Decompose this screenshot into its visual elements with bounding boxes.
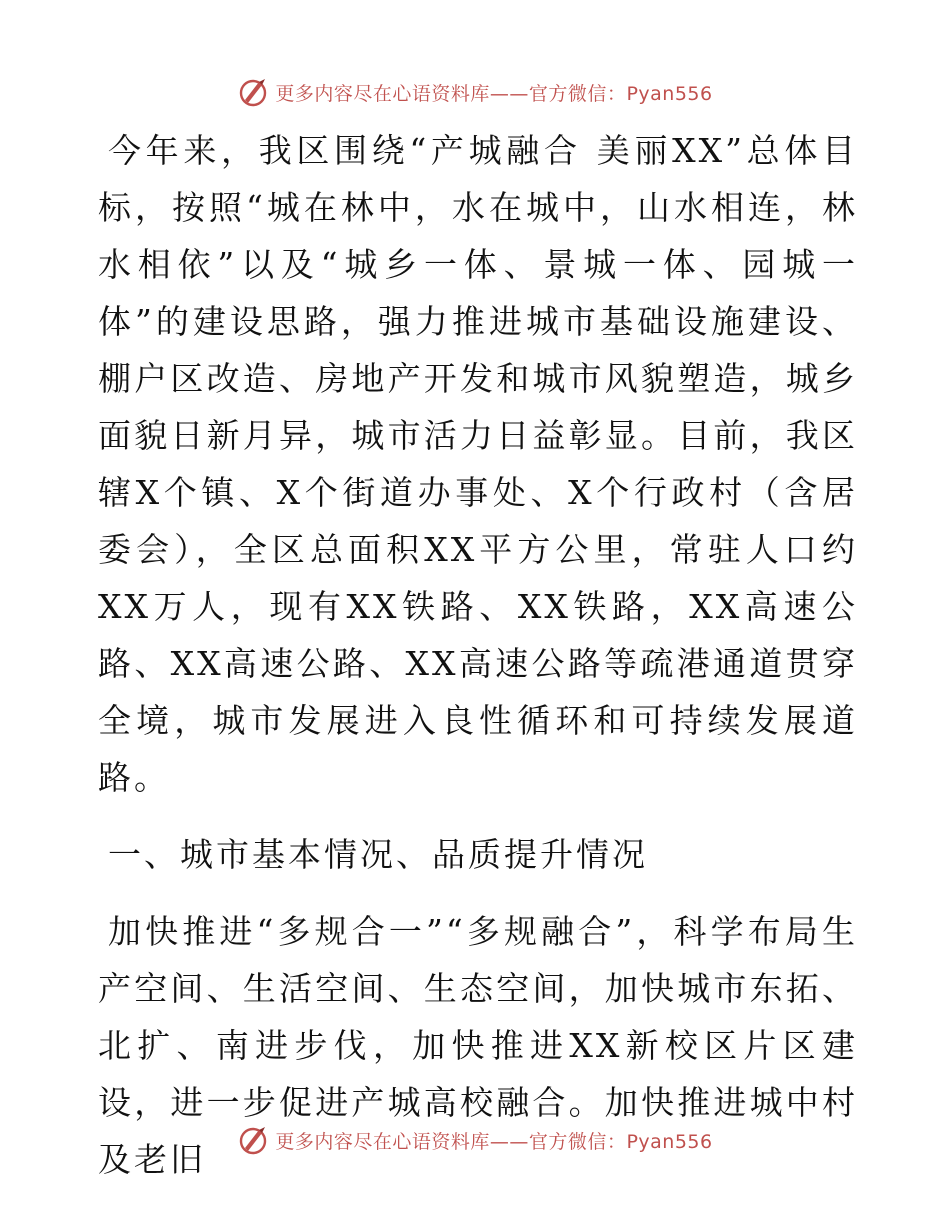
body-paragraph: 今年来，我区围绕“产城融合 美丽XX”总体目标，按照“城在林中，水在城中，山水相连，林水相依”以及“城乡一体、景城一体、园城一体”的建设思路，强力推进城市基础设施建设、棚户区改造、房地产开发和城市风貌塑造，城乡面貌日新月异，城市活力日益彰显。目前，我区辖X个镇、X个街道办事处、X个行政村（含居委会），全区总面积XX平方公里，常驻人口约XX万人，现有XX铁路、XX铁路，XX高速公路、XX高速公路、XX高速公路等疏港通道贯穿全境，城市发展进入良性循环和可持续发展道路。 (98, 131, 858, 797)
quill-pen-seal-icon (237, 76, 269, 108)
header-watermark-banner (0, 72, 950, 112)
body-paragraph: 加快推进“多规合一”“多规融合”，科学布局生产空间、生活空间、生态空间，加快城市东拓、北扩、南进步伐，加快推进XX新校区片区建设，进一步促进产城高校融合。加快推进城中村及老旧 (98, 912, 858, 1179)
section-heading: 一、城市基本情况、品质提升情况 (108, 835, 648, 874)
banner-text: 更多内容尽在心语资料库——官方微信：Pyan556 (275, 1130, 713, 1153)
footer-watermark-banner (0, 1120, 950, 1160)
quill-pen-seal-icon (237, 1124, 269, 1156)
banner-text: 更多内容尽在心语资料库——官方微信：Pyan556 (275, 82, 713, 105)
document-body (98, 122, 858, 1188)
